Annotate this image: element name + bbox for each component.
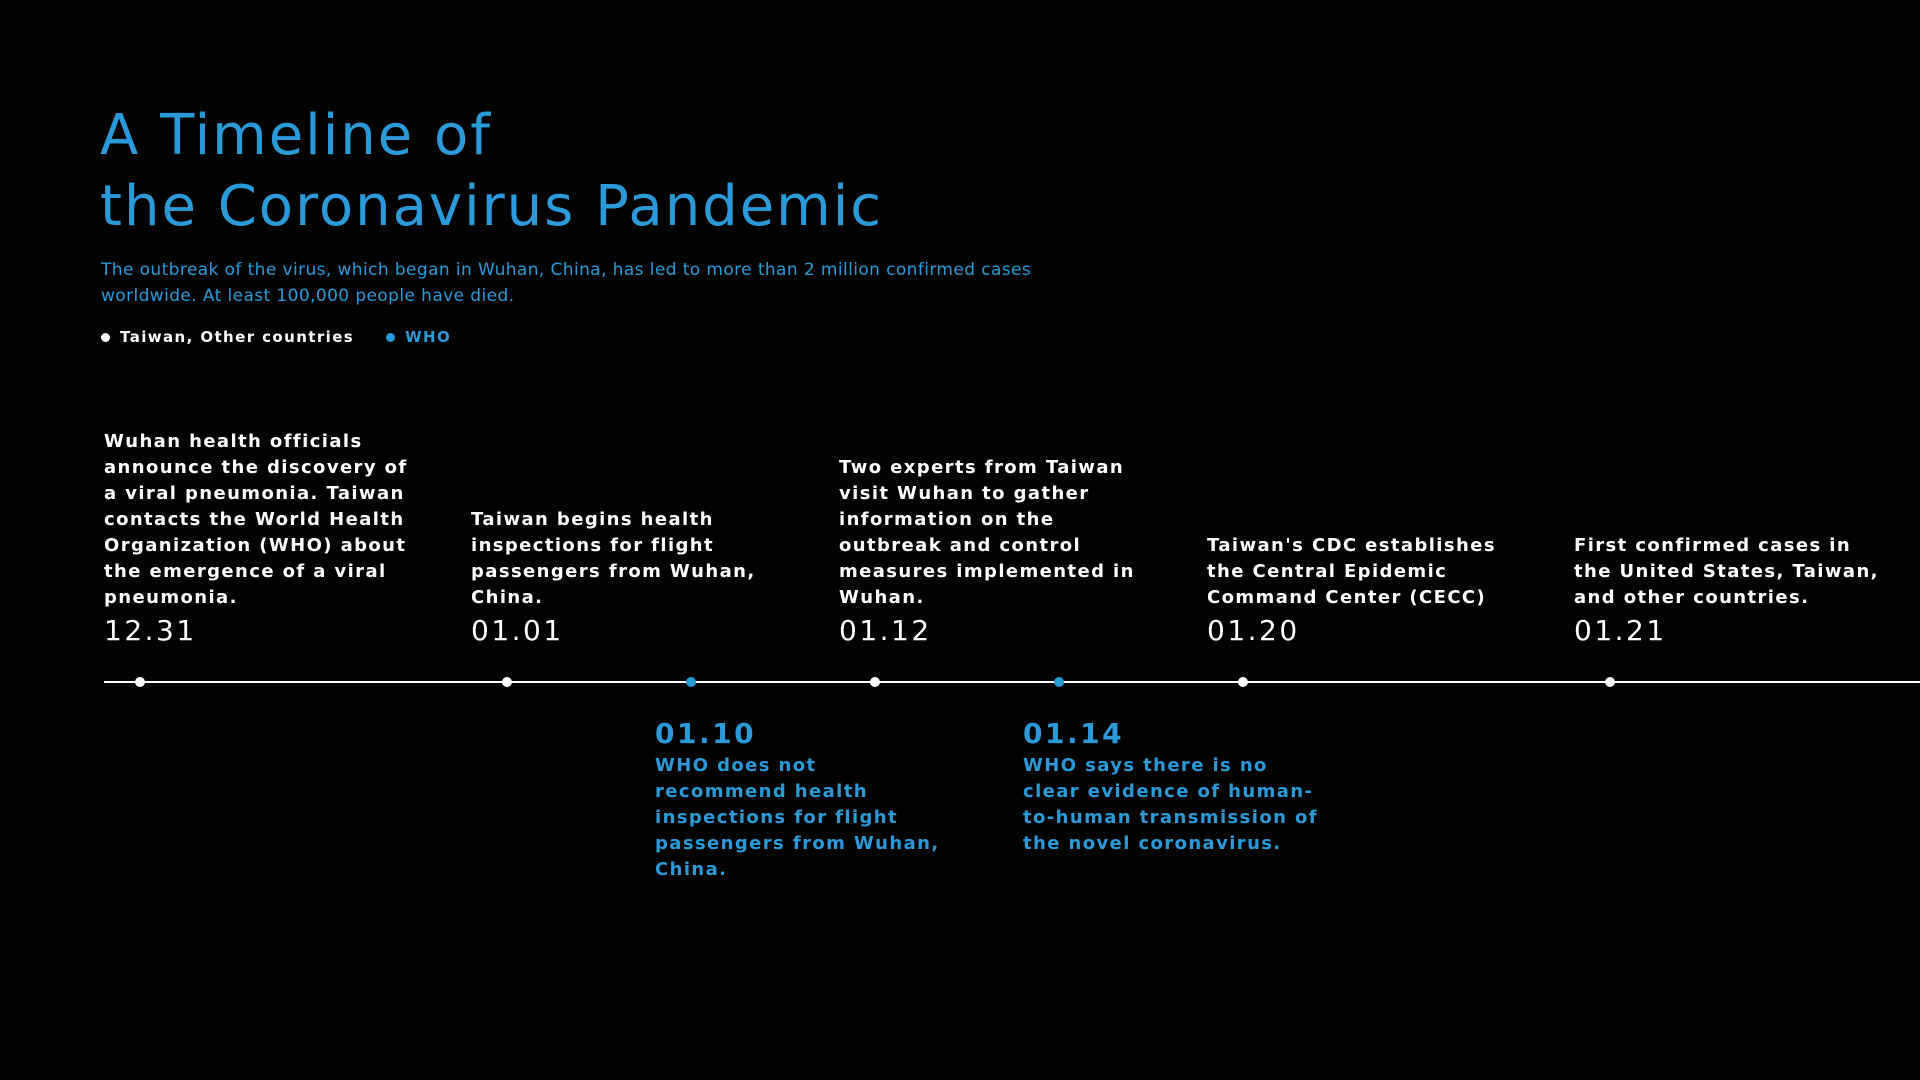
event-description: Wuhan health officials announce the discovery of a viral pneumonia. Taiwan contacts the World Health Organization (WHO) about the emergence of a viral pneumonia. <box>104 431 408 608</box>
event-date: 01.01 <box>471 614 564 647</box>
event-date: 12.31 <box>104 614 197 647</box>
legend <box>101 328 483 346</box>
event-date: 01.14 <box>1023 717 1125 750</box>
event-date: 01.12 <box>839 614 932 647</box>
timeline-dot-0101 <box>502 677 512 687</box>
timeline-axis <box>104 681 1920 683</box>
event-description: Taiwan's CDC establishes the Central Epidemic Command Center (CECC) <box>1207 535 1496 608</box>
event-description: First confirmed cases in the United States, Taiwan, and other countries. <box>1574 535 1879 608</box>
legend-item-who <box>386 328 451 346</box>
title-line-1: A Timeline of <box>100 103 492 168</box>
legend-item-taiwan <box>101 328 354 346</box>
page-subtitle: The outbreak of the virus, which began in Wuhan, China, has led to more than 2 million confirmed cases worldwide. At least 100,000 people have died. <box>101 260 1032 306</box>
timeline-dot-0112 <box>870 677 880 687</box>
event-date: 01.21 <box>1574 614 1667 647</box>
timeline-dot-0121 <box>1605 677 1615 687</box>
timeline-event-0112 <box>839 455 1149 648</box>
legend-dot-white <box>101 333 110 342</box>
timeline-dot-0120 <box>1238 677 1248 687</box>
title-line-2: the Coronavirus Pandemic <box>100 174 884 239</box>
legend-label-who: WHO <box>405 328 452 346</box>
timeline-event-0114 <box>1023 717 1323 857</box>
event-description: WHO does not recommend health inspections for flight passengers from Wuhan, China. <box>655 755 940 880</box>
legend-label-taiwan: Taiwan, Other countries <box>120 328 355 346</box>
event-description: WHO says there is no clear evidence of human-to-human transmission of the novel coronavirus. <box>1023 755 1318 854</box>
event-date: 01.20 <box>1207 614 1300 647</box>
timeline-dot-0114 <box>1054 677 1064 687</box>
timeline-event-0121 <box>1574 533 1884 648</box>
timeline-event-0120 <box>1207 533 1517 648</box>
page-title <box>100 100 883 242</box>
event-date: 01.10 <box>655 717 757 750</box>
event-description: Taiwan begins health inspections for flight passengers from Wuhan, China. <box>471 509 756 608</box>
timeline-event-0110 <box>655 717 955 883</box>
timeline-dot-0110 <box>686 677 696 687</box>
timeline-event-1231 <box>104 429 414 648</box>
event-description: Two experts from Taiwan visit Wuhan to gather information on the outbreak and control measures implemented in Wuhan. <box>839 457 1135 608</box>
legend-dot-blue <box>386 333 395 342</box>
timeline-dot-1231 <box>135 677 145 687</box>
timeline-event-0101 <box>471 507 781 648</box>
